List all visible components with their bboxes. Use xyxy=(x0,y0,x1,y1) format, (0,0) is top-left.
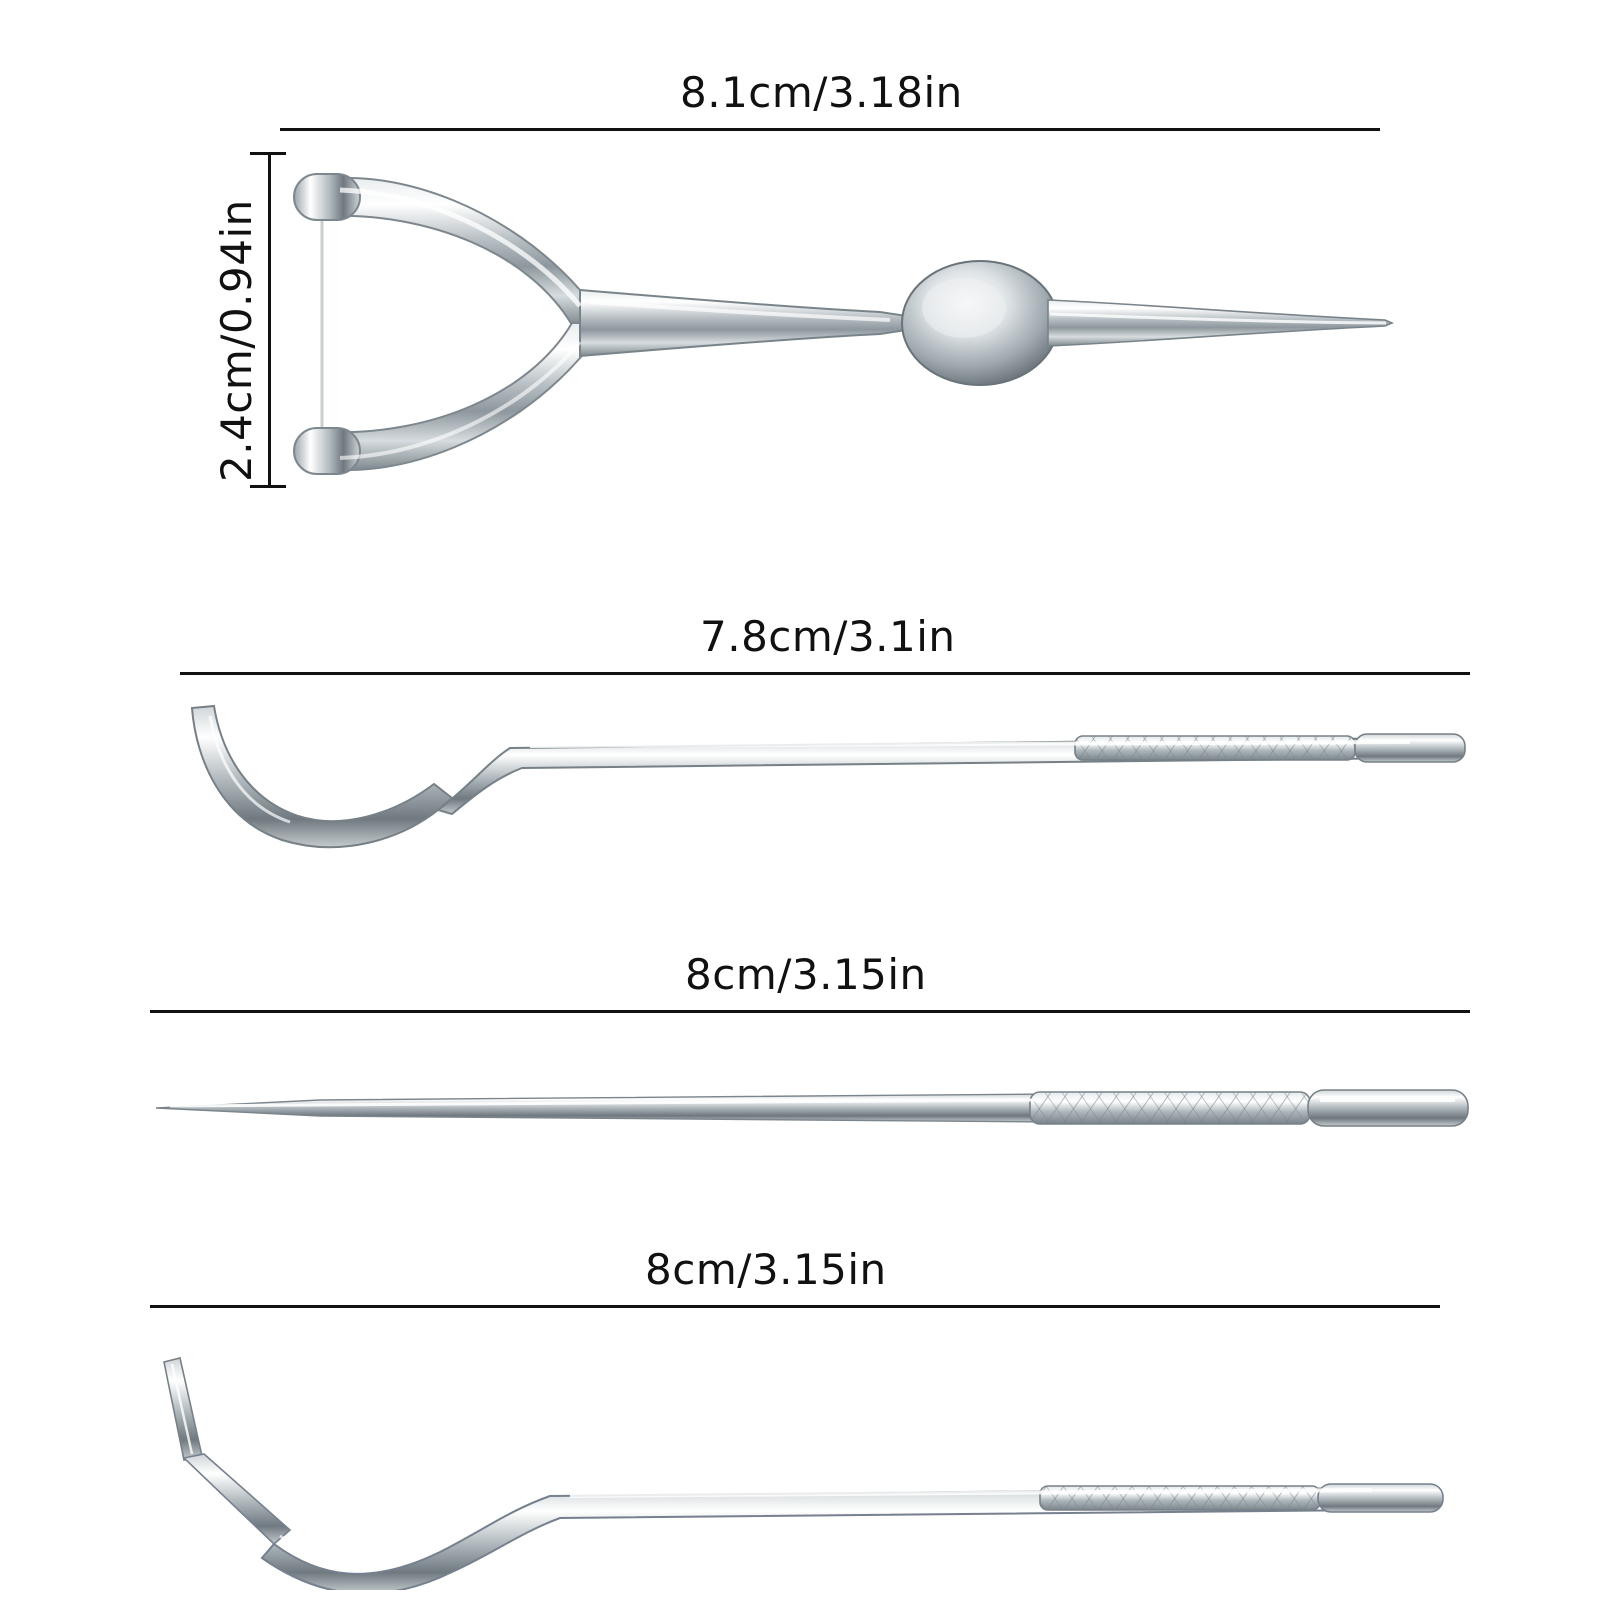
hook-pick-width-rule xyxy=(180,672,1470,675)
flosser-height-rule xyxy=(268,152,271,488)
flosser-width-label: 8.1cm/3.18in xyxy=(680,68,963,117)
straight-pick-width-rule xyxy=(150,1010,1470,1013)
flosser-height-label: 2.4cm/0.94in xyxy=(212,199,261,482)
angled-pick-width-rule xyxy=(150,1305,1440,1308)
straight-pick-width-label: 8cm/3.15in xyxy=(685,950,927,999)
curved-hook-pick-image xyxy=(170,690,1490,870)
angled-sickle-pick-image xyxy=(140,1340,1460,1590)
flosser-width-rule xyxy=(280,128,1380,131)
angled-pick-width-label: 8cm/3.15in xyxy=(645,1245,887,1294)
straight-needle-pick-image xyxy=(150,1060,1480,1170)
hook-pick-width-label: 7.8cm/3.1in xyxy=(700,612,956,661)
y-shaped-floss-pick-image xyxy=(280,150,1400,495)
